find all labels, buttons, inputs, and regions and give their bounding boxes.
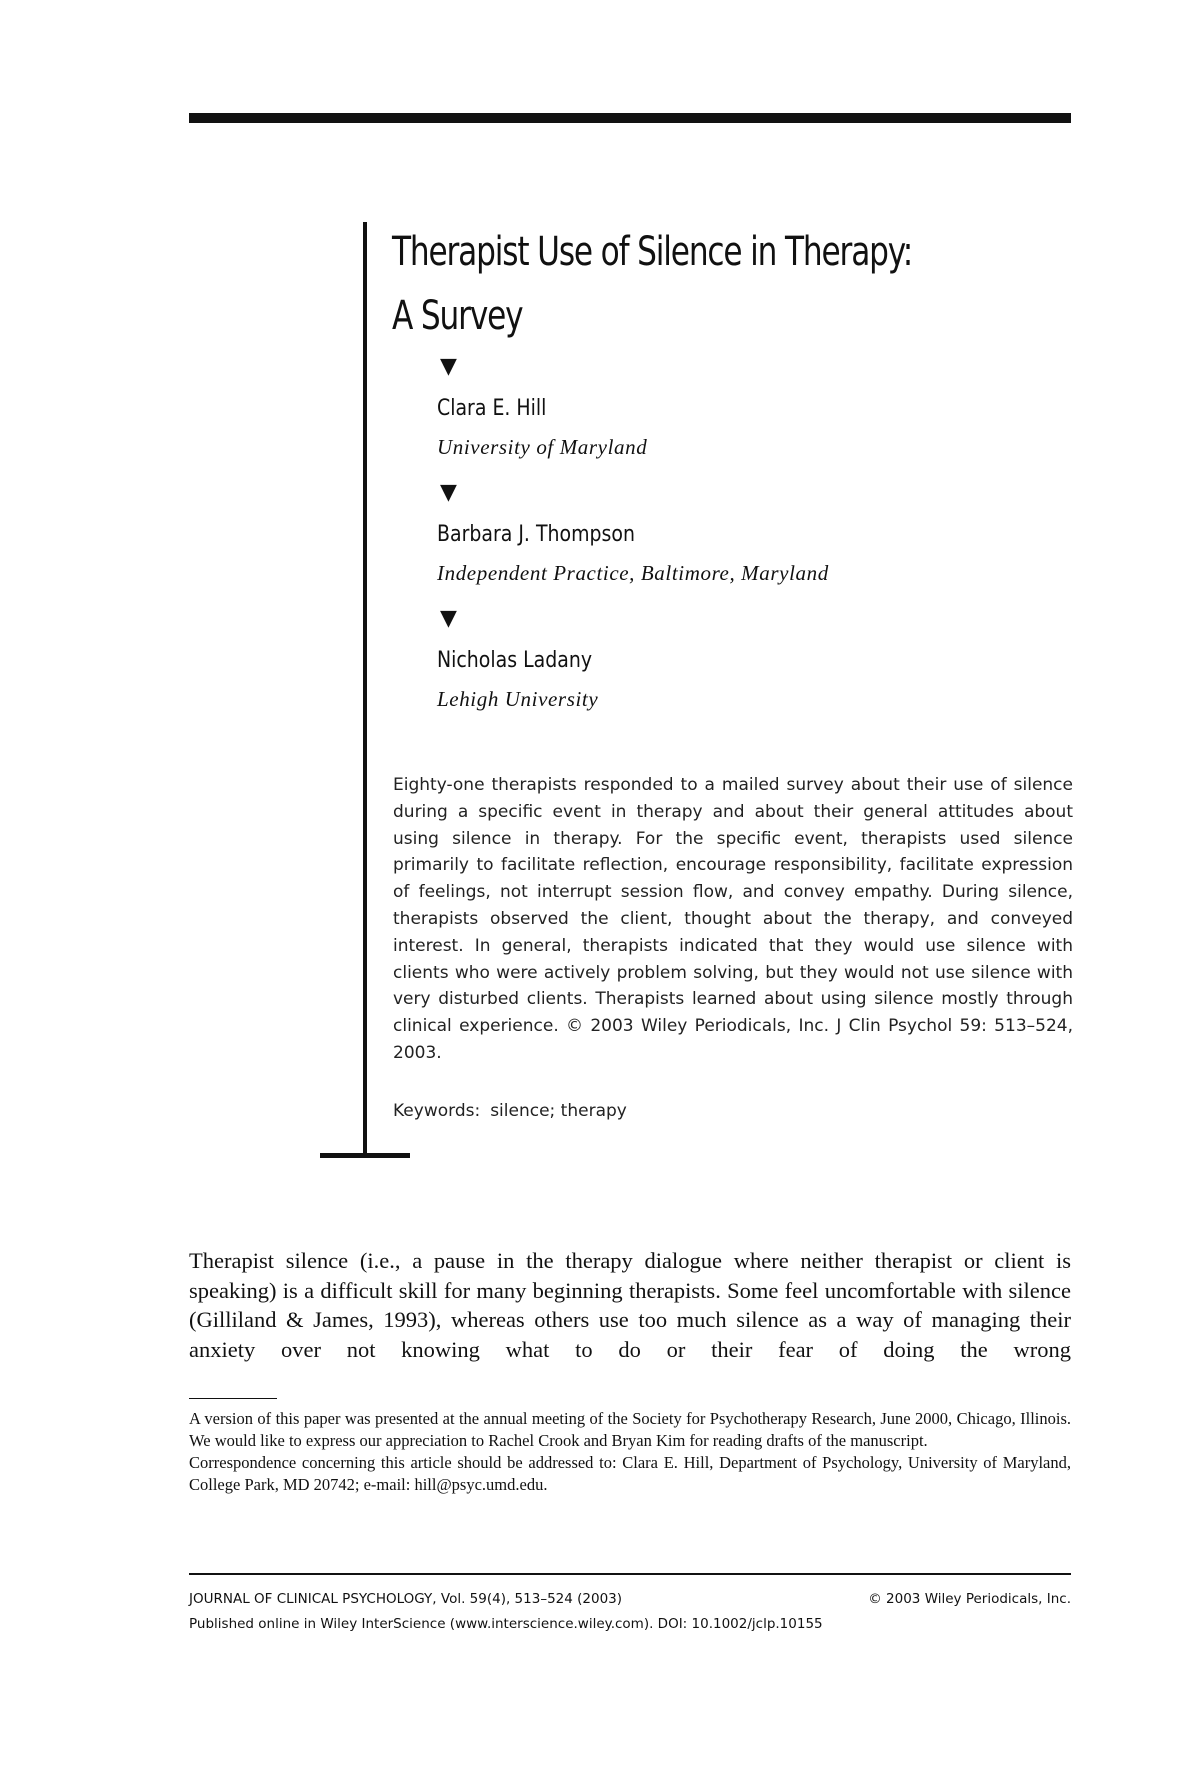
author-affiliation: Lehigh University [437, 687, 599, 711]
author-name: Barbara J. Thompson [437, 522, 635, 547]
keywords [393, 1098, 627, 1124]
article-title [392, 220, 912, 348]
publication-info: Published online in Wiley InterScience (www.interscience.wiley.com). DOI: 10.1002/jclp.10155 [189, 1616, 823, 1632]
footnotes [189, 1408, 1071, 1496]
author-name: Clara E. Hill [437, 396, 547, 421]
author-affiliation: Independent Practice, Baltimore, Maryland [437, 561, 829, 585]
keywords-value: silence; therapy [490, 1101, 627, 1121]
footer-citation-line [189, 1588, 1071, 1610]
article-title-line-2: A Survey [392, 293, 523, 339]
triangle-down-icon: ▼ [440, 606, 457, 631]
title-bar-foot [320, 1153, 410, 1158]
copyright-notice: © 2003 Wiley Periodicals, Inc. [868, 1591, 1071, 1607]
triangle-down-icon: ▼ [440, 354, 457, 379]
footnote-correspondence: Correspondence concerning this article should be addressed to: Clara E. Hill, Department of Psychology, University of Maryland, College Park, MD 20742; e-mail: hill@psyc.umd.edu. [189, 1453, 1071, 1494]
journal-citation: JOURNAL OF CLINICAL PSYCHOLOGY, Vol. 59(4), 513–524 (2003) [189, 1591, 623, 1607]
abstract: Eighty-one therapists responded to a mailed survey about their use of silence during a specific event in therapy and about their general attitudes about using silence in therapy. For the specific event, therapists used silence primarily to facilitate reflection, encourage responsibility, facilitate expression of feelings, not interrupt session flow, and convey empathy. During silence, therapists observed the client, thought about the therapy, and conveyed interest. In general, therapists indicated that they would use silence with clients who were actively problem solving, but they would not use silence with very disturbed clients. Therapists learned about using silence mostly through clinical experience. © 2003 Wiley Periodicals, Inc. J Clin Psychol 59: 513–524, 2003. [393, 775, 1073, 1063]
triangle-down-icon: ▼ [440, 480, 457, 505]
title-vertical-bar [363, 222, 367, 1157]
footer-rule [189, 1573, 1071, 1575]
author-block [437, 478, 1037, 604]
top-rule [189, 113, 1071, 123]
author-affiliation: University of Maryland [437, 435, 648, 459]
footnote-rule [189, 1398, 277, 1399]
article-title-line-1: Therapist Use of Silence in Therapy: [392, 229, 913, 275]
author-list [437, 352, 1037, 730]
author-block [437, 352, 1037, 478]
keywords-label: Keywords: [393, 1101, 481, 1121]
footnote-presentation: A version of this paper was presented at the annual meeting of the Society for Psychotherapy Research, June 2000, Chicago, Illinois. We would like to express our appreciation to Rachel Crook and Bryan Kim for reading drafts of the manuscript. [189, 1409, 1071, 1450]
author-name: Nicholas Ladany [437, 648, 593, 673]
body-text: Therapist silence (i.e., a pause in the therapy dialogue where neither therapist or client is speaking) is a difficult skill for many beginning therapists. Some feel uncomfortable with silence (Gilliland & James, 1993), whereas others use too much silence as a way of managing their anxiety over not knowing what to do or their fear of doing the wrong [189, 1248, 1071, 1362]
author-block [437, 604, 1037, 730]
